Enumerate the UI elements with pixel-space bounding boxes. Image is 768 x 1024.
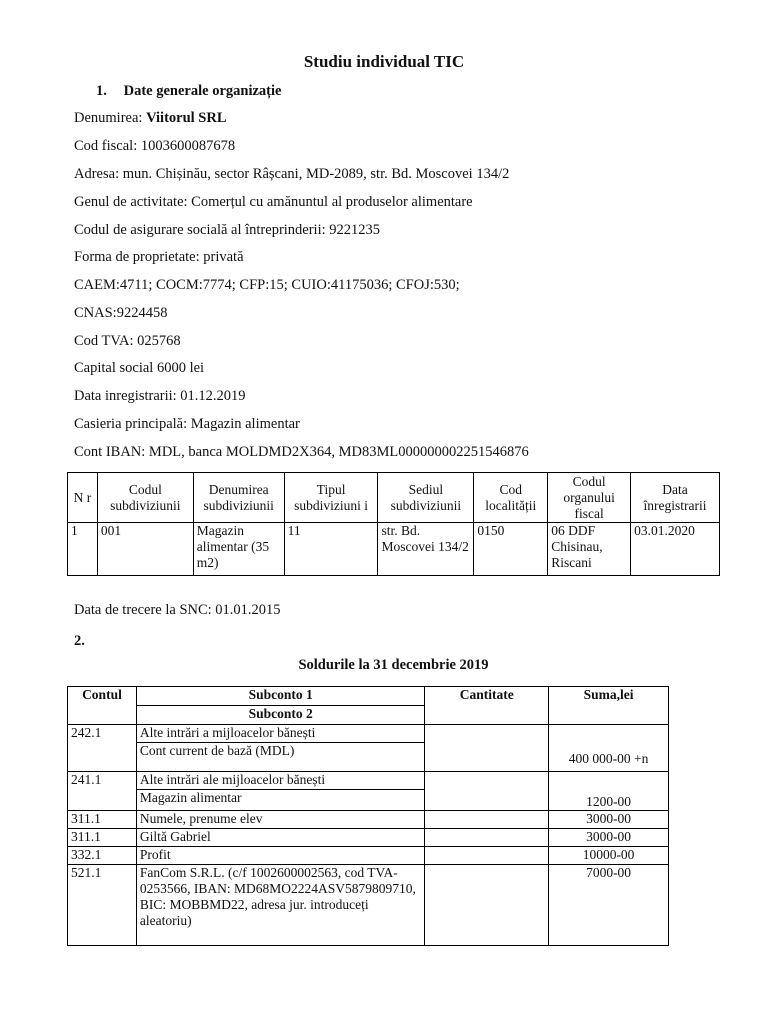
cell-subconto-1: Numele, prenume elev [136,811,425,829]
cell-quantity [425,772,549,811]
header-nr: N r [68,473,98,523]
table-row [68,829,669,847]
cell-account: 241.1 [68,772,137,811]
cell-subconto-1: Alte intrări a mijloacelor bănești [136,725,425,743]
cell-account: 311.1 [68,829,137,847]
section-1-title: Date generale organizație [123,83,282,99]
section-1-number: 1. [96,83,107,99]
balances-title: Soldurile la 31 decembrie 2019 [298,657,489,673]
cell-sum: 3000-00 [549,811,669,829]
table-row [68,523,720,576]
cell-sum: 3000-00 [549,829,669,847]
cell-subdivision-name: Magazin alimentar (35 m2) [193,523,284,576]
header-locality-code: Cod localității [474,473,548,523]
table-row [68,725,669,743]
header-quantity: Cantitate [425,687,549,725]
company-name-value: Viitorul SRL [146,110,227,126]
share-capital-line: Capital social 6000 lei [74,360,205,376]
cell-subconto-1: Giltă Gabriel [136,829,425,847]
iban-line: Cont IBAN: MDL, banca MOLDMD2X364, MD83ML000000002251546876 [74,444,529,460]
cell-quantity [425,811,549,829]
cell-sum: 7000-00 [549,865,669,946]
subdivisions-table [67,472,720,576]
section-2-heading: 2. [74,633,85,649]
cell-quantity [425,725,549,772]
main-cashier-line: Casieria principală: Magazin alimentar [74,416,300,432]
section-1-heading [96,83,281,100]
header-sum: Suma,lei [549,687,669,725]
header-subdivision-name: Denumirea subdiviziunii [193,473,284,523]
table-row [68,772,669,790]
cell-locality-code: 0150 [474,523,548,576]
table-row [68,811,669,829]
registration-date-line: Data inregistrarii: 01.12.2019 [74,388,246,404]
cell-subdivision-seat: str. Bd. Moscovei 134/2 [378,523,474,576]
sum-value: 400 000-00 +n [568,751,649,766]
cell-account: 242.1 [68,725,137,772]
cell-quantity [425,847,549,865]
vat-code-line: Cod TVA: 025768 [74,333,181,349]
company-name-line [74,110,227,127]
document-title: Studiu individual TIC [303,52,465,71]
cell-sum [549,725,669,772]
cell-subconto-1: Profit [136,847,425,865]
ownership-form-line: Forma de proprietate: privată [74,249,244,265]
balances-table [67,686,669,946]
header-subdivision-code: Codul subdiviziunii [97,473,193,523]
address-line: Adresa: mun. Chișinău, sector Râșcani, MD-2089, str. Bd. Moscovei 134/2 [74,166,510,182]
cell-account: 521.1 [68,865,137,946]
subdivisions-header-row [68,473,720,523]
company-name-label: Denumirea: [74,110,147,126]
header-subconto-2: Subconto 2 [136,706,425,725]
header-account: Contul [68,687,137,725]
cell-subdivision-code: 001 [97,523,193,576]
header-tax-authority-code: Codul organului fiscal [548,473,631,523]
cell-account: 332.1 [68,847,137,865]
cell-registration-date: 03.01.2020 [631,523,720,576]
snc-transition-date: Data de trecere la SNC: 01.01.2015 [74,602,281,618]
cell-subdivision-type: 11 [284,523,378,576]
cell-quantity [425,829,549,847]
table-row [68,865,669,946]
cell-sum: 1200-00 [549,772,669,811]
header-subdivision-type: Tipul subdiviziuni i [284,473,378,523]
header-registration-date: Data înregistrarii [631,473,720,523]
classifier-codes-line: CAEM:4711; COCM:7774; CFP:15; CUIO:41175036; CFOJ:530; [74,277,460,293]
cnas-line: CNAS:9224458 [74,305,168,321]
cell-subconto-1: Alte intrări ale mijloacelor bănești [136,772,425,790]
table-row [68,847,669,865]
cell-nr: 1 [68,523,98,576]
cell-quantity [425,865,549,946]
social-insurance-code-line: Codul de asigurare socială al întreprinderii: 9221235 [74,222,381,238]
header-subconto-1: Subconto 1 [136,687,425,706]
header-subdivision-seat: Sediul subdiviziunii [378,473,474,523]
balances-header-row [68,687,669,706]
cell-subconto-2: Magazin alimentar [136,790,425,811]
cell-subconto-2: Cont current de bază (MDL) [136,743,425,772]
fiscal-code-line: Cod fiscal: 1003600087678 [74,138,236,154]
cell-tax-authority-code: 06 DDF Chisinau, Riscani [548,523,631,576]
cell-account: 311.1 [68,811,137,829]
cell-subconto-1: FanCom S.R.L. (c/f 1002600002563, cod TVA-0253566, IBAN: MD68MO2224ASV5879809710, BIC: MOBBMD22, adresa jur. introduceți aleatoriu) [136,865,425,946]
cell-sum: 10000-00 [549,847,669,865]
activity-line: Genul de activitate: Comerțul cu amănuntul al produselor alimentare [74,194,473,210]
